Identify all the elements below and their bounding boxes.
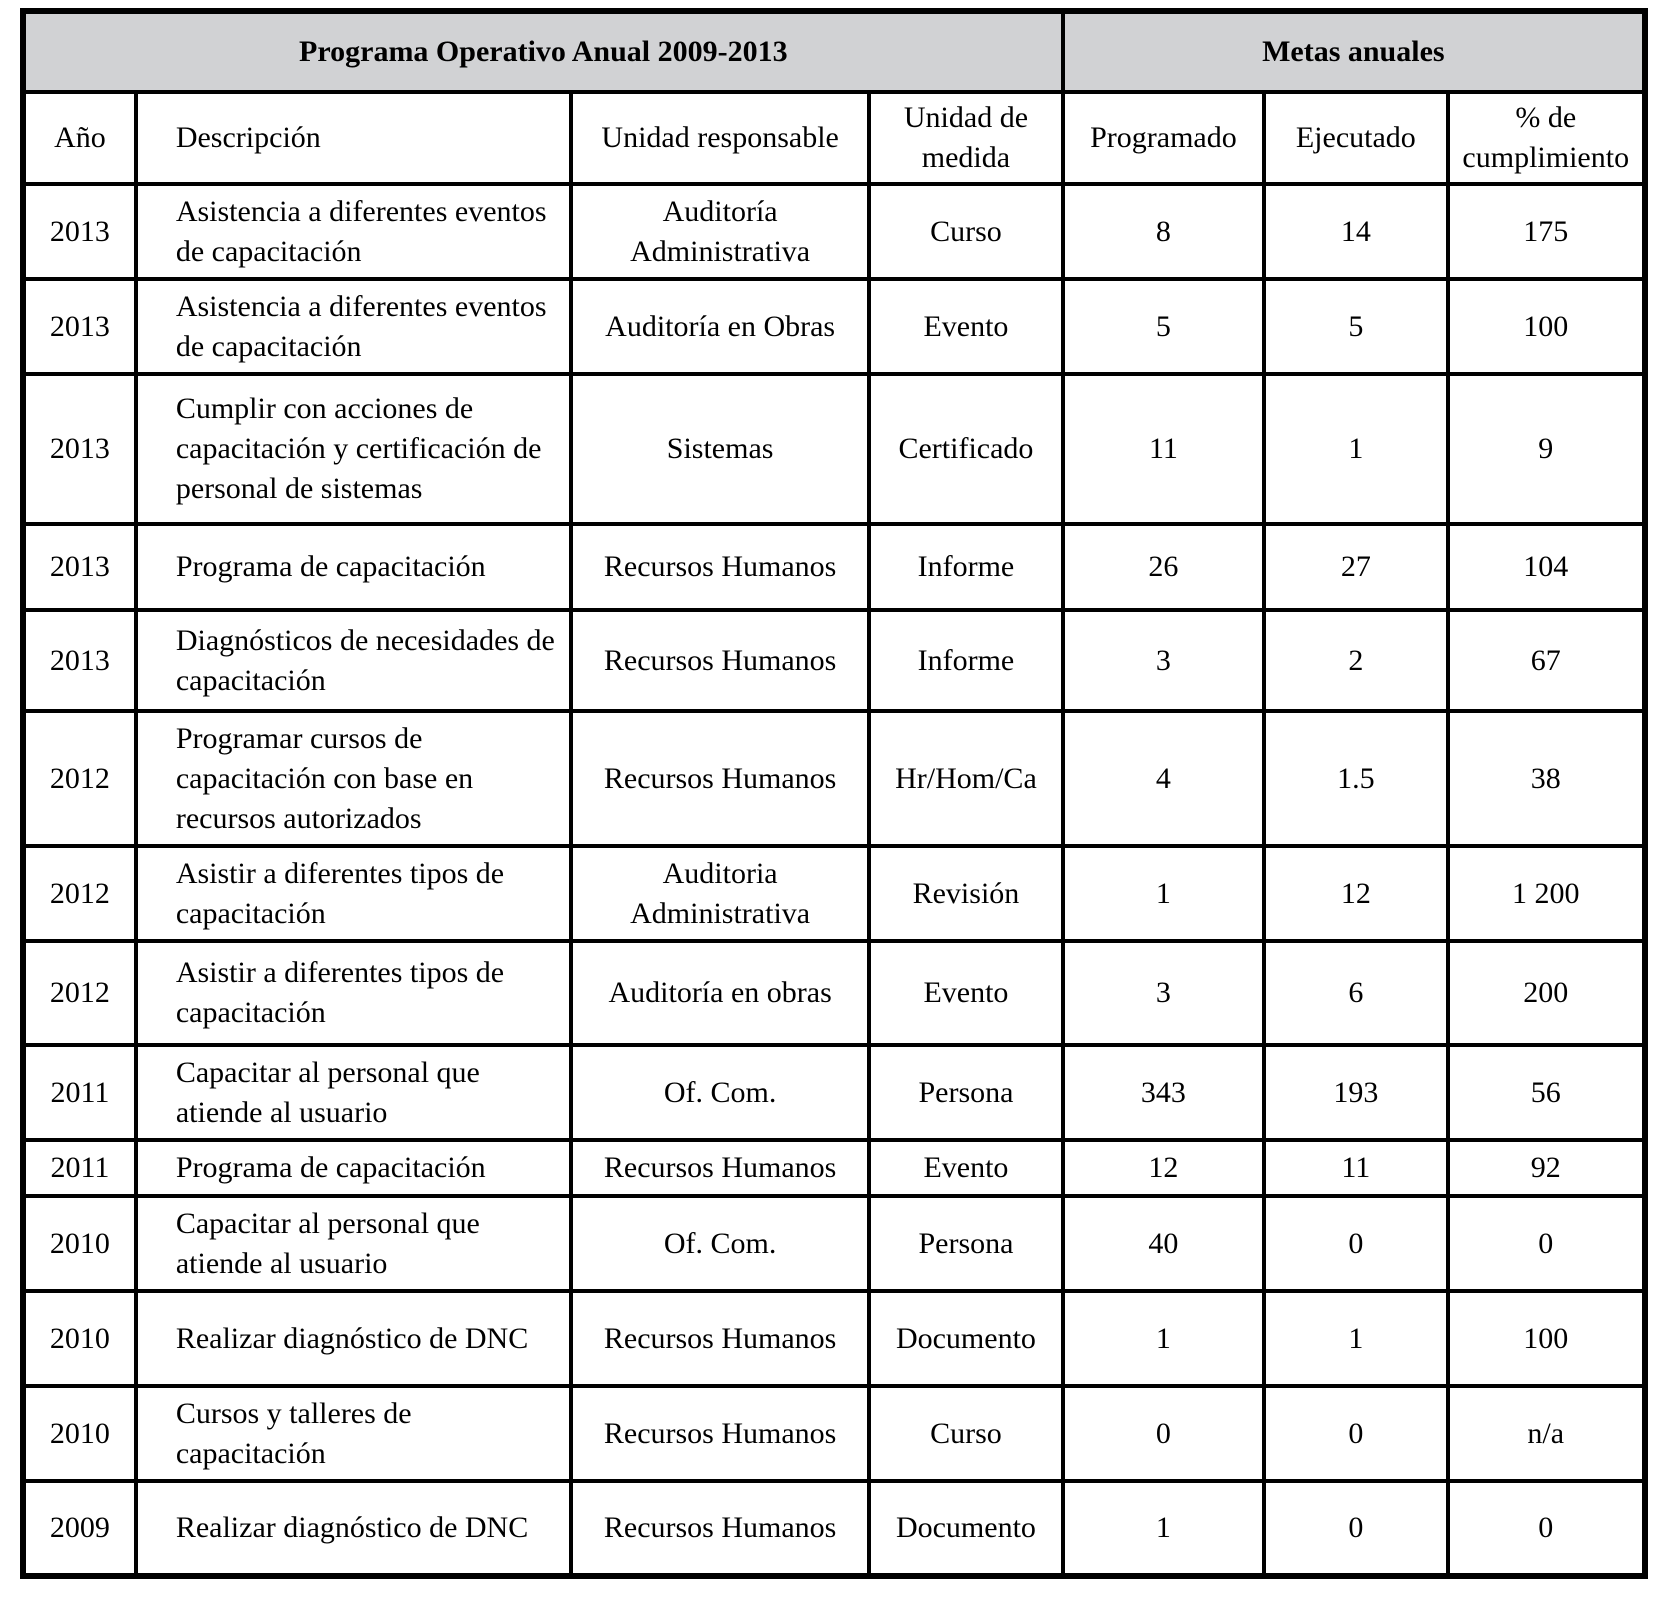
cell-year: 2013 <box>23 374 136 524</box>
table-row <box>23 1291 1645 1386</box>
cell-unit: Of. Com. <box>571 1196 869 1291</box>
cell-programmed: 40 <box>1063 1196 1264 1291</box>
cell-year: 2013 <box>23 184 136 279</box>
cell-compliance: 1 200 <box>1448 846 1646 941</box>
cell-measure: Revisión <box>869 846 1062 941</box>
cell-compliance: 0 <box>1448 1196 1646 1291</box>
cell-programmed: 0 <box>1063 1386 1264 1481</box>
cell-description: Asistencia a diferentes eventos de capacitación <box>136 184 571 279</box>
cell-description: Programar cursos de capacitación con base en recursos autorizados <box>136 711 571 846</box>
column-header-executed: Ejecutado <box>1264 92 1447 184</box>
cell-compliance: 67 <box>1448 610 1646 711</box>
cell-executed: 12 <box>1264 846 1447 941</box>
cell-programmed: 5 <box>1063 279 1264 374</box>
cell-measure: Evento <box>869 941 1062 1045</box>
cell-executed: 193 <box>1264 1045 1447 1140</box>
cell-compliance: 0 <box>1448 1481 1646 1576</box>
cell-executed: 6 <box>1264 941 1447 1045</box>
cell-measure: Informe <box>869 524 1062 610</box>
cell-executed: 0 <box>1264 1386 1447 1481</box>
cell-executed: 27 <box>1264 524 1447 610</box>
cell-measure: Curso <box>869 1386 1062 1481</box>
group-header-goals: Metas anuales <box>1063 11 1645 92</box>
cell-executed: 0 <box>1264 1481 1447 1576</box>
cell-year: 2012 <box>23 846 136 941</box>
cell-unit: Recursos Humanos <box>571 610 869 711</box>
table-row <box>23 1140 1645 1196</box>
column-header-year: Año <box>23 92 136 184</box>
cell-measure: Informe <box>869 610 1062 711</box>
table-row <box>23 846 1645 941</box>
cell-executed: 5 <box>1264 279 1447 374</box>
cell-measure: Certificado <box>869 374 1062 524</box>
cell-compliance: 92 <box>1448 1140 1646 1196</box>
cell-unit: Of. Com. <box>571 1045 869 1140</box>
cell-year: 2011 <box>23 1140 136 1196</box>
cell-unit: Recursos Humanos <box>571 1481 869 1576</box>
table-row <box>23 279 1645 374</box>
table-row <box>23 610 1645 711</box>
cell-programmed: 26 <box>1063 524 1264 610</box>
column-header-unit: Unidad responsable <box>571 92 869 184</box>
cell-unit: Auditoria Administrativa <box>571 846 869 941</box>
group-header-program: Programa Operativo Anual 2009-2013 <box>23 11 1063 92</box>
cell-year: 2010 <box>23 1386 136 1481</box>
cell-executed: 0 <box>1264 1196 1447 1291</box>
cell-description: Realizar diagnóstico de DNC <box>136 1481 571 1576</box>
group-header-row <box>23 11 1645 92</box>
cell-description: Cumplir con acciones de capacitación y certificación de personal de sistemas <box>136 374 571 524</box>
cell-year: 2010 <box>23 1291 136 1386</box>
cell-year: 2013 <box>23 524 136 610</box>
cell-unit: Auditoría Administrativa <box>571 184 869 279</box>
cell-programmed: 343 <box>1063 1045 1264 1140</box>
table-row <box>23 1386 1645 1481</box>
cell-programmed: 3 <box>1063 610 1264 711</box>
cell-description: Capacitar al personal que atiende al usuario <box>136 1196 571 1291</box>
cell-executed: 11 <box>1264 1140 1447 1196</box>
cell-description: Asistir a diferentes tipos de capacitación <box>136 846 571 941</box>
cell-compliance: 100 <box>1448 279 1646 374</box>
cell-compliance: 200 <box>1448 941 1646 1045</box>
cell-description: Programa de capacitación <box>136 1140 571 1196</box>
cell-programmed: 1 <box>1063 846 1264 941</box>
cell-programmed: 1 <box>1063 1291 1264 1386</box>
table-row <box>23 1481 1645 1576</box>
program-table-container <box>20 8 1648 1579</box>
cell-executed: 1 <box>1264 1291 1447 1386</box>
cell-measure: Persona <box>869 1045 1062 1140</box>
cell-year: 2010 <box>23 1196 136 1291</box>
table-row <box>23 374 1645 524</box>
cell-measure: Hr/Hom/Ca <box>869 711 1062 846</box>
cell-compliance: 175 <box>1448 184 1646 279</box>
cell-measure: Documento <box>869 1481 1062 1576</box>
cell-description: Realizar diagnóstico de DNC <box>136 1291 571 1386</box>
cell-measure: Documento <box>869 1291 1062 1386</box>
cell-programmed: 11 <box>1063 374 1264 524</box>
table-row <box>23 711 1645 846</box>
cell-programmed: 4 <box>1063 711 1264 846</box>
cell-compliance: 56 <box>1448 1045 1646 1140</box>
column-header-row <box>23 92 1645 184</box>
table-row <box>23 1045 1645 1140</box>
cell-description: Asistencia a diferentes eventos de capacitación <box>136 279 571 374</box>
cell-measure: Evento <box>869 279 1062 374</box>
column-header-programmed: Programado <box>1063 92 1264 184</box>
cell-description: Asistir a diferentes tipos de capacitación <box>136 941 571 1045</box>
cell-measure: Persona <box>869 1196 1062 1291</box>
program-goals-table <box>20 8 1648 1579</box>
cell-description: Programa de capacitación <box>136 524 571 610</box>
column-header-measure: Unidad de medida <box>869 92 1062 184</box>
cell-unit: Recursos Humanos <box>571 1291 869 1386</box>
cell-compliance: n/a <box>1448 1386 1646 1481</box>
cell-year: 2009 <box>23 1481 136 1576</box>
cell-programmed: 12 <box>1063 1140 1264 1196</box>
table-row <box>23 941 1645 1045</box>
cell-executed: 1 <box>1264 374 1447 524</box>
cell-compliance: 104 <box>1448 524 1646 610</box>
cell-year: 2013 <box>23 610 136 711</box>
cell-measure: Evento <box>869 1140 1062 1196</box>
column-header-compliance: % de cumplimiento <box>1448 92 1646 184</box>
cell-description: Diagnósticos de necesidades de capacitación <box>136 610 571 711</box>
cell-year: 2012 <box>23 711 136 846</box>
cell-unit: Recursos Humanos <box>571 524 869 610</box>
cell-compliance: 38 <box>1448 711 1646 846</box>
cell-unit: Recursos Humanos <box>571 711 869 846</box>
cell-unit: Recursos Humanos <box>571 1140 869 1196</box>
cell-executed: 14 <box>1264 184 1447 279</box>
cell-compliance: 9 <box>1448 374 1646 524</box>
column-header-description: Descripción <box>136 92 571 184</box>
table-row <box>23 524 1645 610</box>
table-row <box>23 184 1645 279</box>
cell-year: 2012 <box>23 941 136 1045</box>
cell-description: Capacitar al personal que atiende al usuario <box>136 1045 571 1140</box>
cell-unit: Recursos Humanos <box>571 1386 869 1481</box>
table-row <box>23 1196 1645 1291</box>
cell-compliance: 100 <box>1448 1291 1646 1386</box>
cell-unit: Auditoría en Obras <box>571 279 869 374</box>
cell-unit: Sistemas <box>571 374 869 524</box>
cell-year: 2013 <box>23 279 136 374</box>
cell-executed: 2 <box>1264 610 1447 711</box>
cell-description: Cursos y talleres de capacitación <box>136 1386 571 1481</box>
cell-unit: Auditoría en obras <box>571 941 869 1045</box>
cell-measure: Curso <box>869 184 1062 279</box>
cell-programmed: 1 <box>1063 1481 1264 1576</box>
cell-year: 2011 <box>23 1045 136 1140</box>
cell-programmed: 3 <box>1063 941 1264 1045</box>
cell-executed: 1.5 <box>1264 711 1447 846</box>
cell-programmed: 8 <box>1063 184 1264 279</box>
